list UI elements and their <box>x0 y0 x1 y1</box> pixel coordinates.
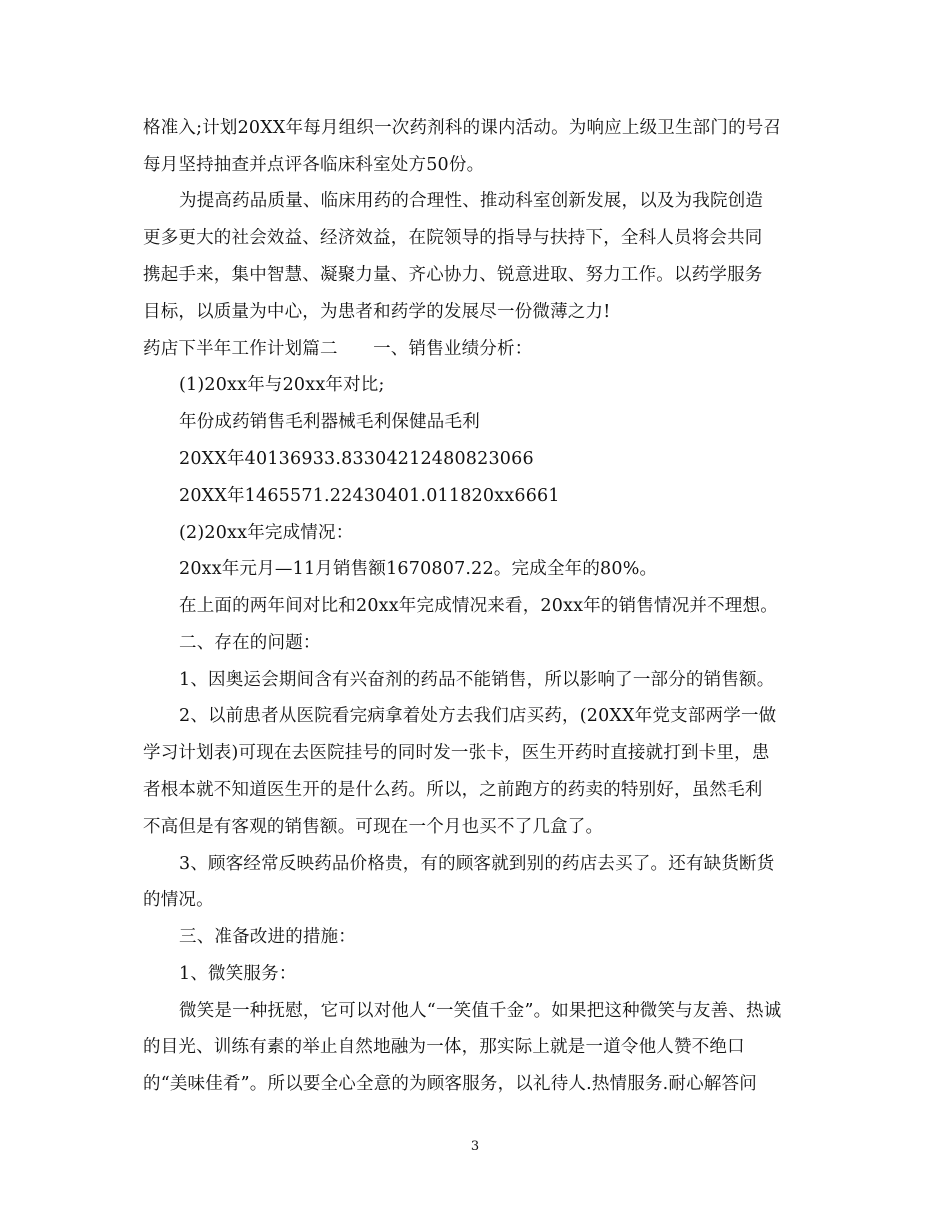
text-line: 20XX年40136933.83304212480823066 <box>179 449 534 469</box>
text-line: 格准入;计划20XX年每月组织一次药剂科的课内活动。为响应上级卫生部门的号召 <box>143 118 782 138</box>
text-line: 的情况。 <box>143 890 214 910</box>
text-line: 更多更大的社会效益、经济效益，在院领导的指导与扶持下，全科人员将会共同 <box>143 228 763 248</box>
text-line: 者根本就不知道医生开的是什么药。所以，之前跑方的药卖的特别好，虽然毛利 <box>143 780 763 800</box>
text-line: 微笑是一种抚慰，它可以对他人“一笑值千金”。如果把这种微笑与友善、热诚 <box>179 1001 782 1021</box>
text-line: 为提高药品质量、临床用药的合理性、推动科室创新发展，以及为我院创造 <box>179 191 764 211</box>
text-line: 1、微笑服务： <box>179 964 297 984</box>
text-line: 年份成药销售毛利器械毛利保健品毛利 <box>179 412 480 432</box>
text-line: 3、顾客经常反映药品价格贵，有的顾客就到别的药店去买了。还有缺货断货 <box>179 854 775 874</box>
text-line: 二、存在的问题： <box>179 633 321 653</box>
text-line: 20xx年元月—11月销售额1670807.22。完成全年的80%。 <box>179 559 658 579</box>
text-line: 三、准备改进的措施： <box>179 927 356 947</box>
text-line: 目标，以质量为中心，为患者和药学的发展尽一份微薄之力! <box>143 302 611 322</box>
text-line: 药店下半年工作计划篇二 一、销售业绩分析： <box>143 339 533 359</box>
text-line: (2)20xx年完成情况： <box>179 523 354 543</box>
text-line: 学习计划表)可现在去医院挂号的同时发一张卡，医生开药时直接就打到卡里，患 <box>143 743 770 763</box>
text-line: 在上面的两年间对比和20xx年完成情况来看，20xx年的销售情况并不理想。 <box>179 596 778 616</box>
text-line: 不高但是有客观的销售额。可现在一个月也买不了几盒了。 <box>143 817 604 837</box>
text-line: 20XX年1465571.22430401.011820xx6661 <box>179 486 560 506</box>
text-line: 每月坚持抽查并点评各临床科室处方50份。 <box>143 155 485 175</box>
text-line: 2、以前患者从医院看完病拿着处方去我们店买药，(20XX年党支部两学一做 <box>179 706 777 726</box>
text-line: 的“美味佳肴”。所以要全心全意的为顾客服务，以礼待人.热情服务.耐心解答问 <box>143 1074 757 1094</box>
text-line: (1)20xx年与20xx年对比; <box>179 375 385 395</box>
page-number: 3 <box>470 1139 480 1154</box>
text-line: 携起手来，集中智慧、凝聚力量、齐心协力、锐意进取、努力工作。以药学服务 <box>143 265 763 285</box>
text-line: 的目光、训练有素的举止自然地融为一体，那实际上就是一道令他人赞不绝口 <box>143 1037 745 1057</box>
text-line: 1、因奥运会期间含有兴奋剂的药品不能销售，所以影响了一部分的销售额。 <box>179 670 775 690</box>
